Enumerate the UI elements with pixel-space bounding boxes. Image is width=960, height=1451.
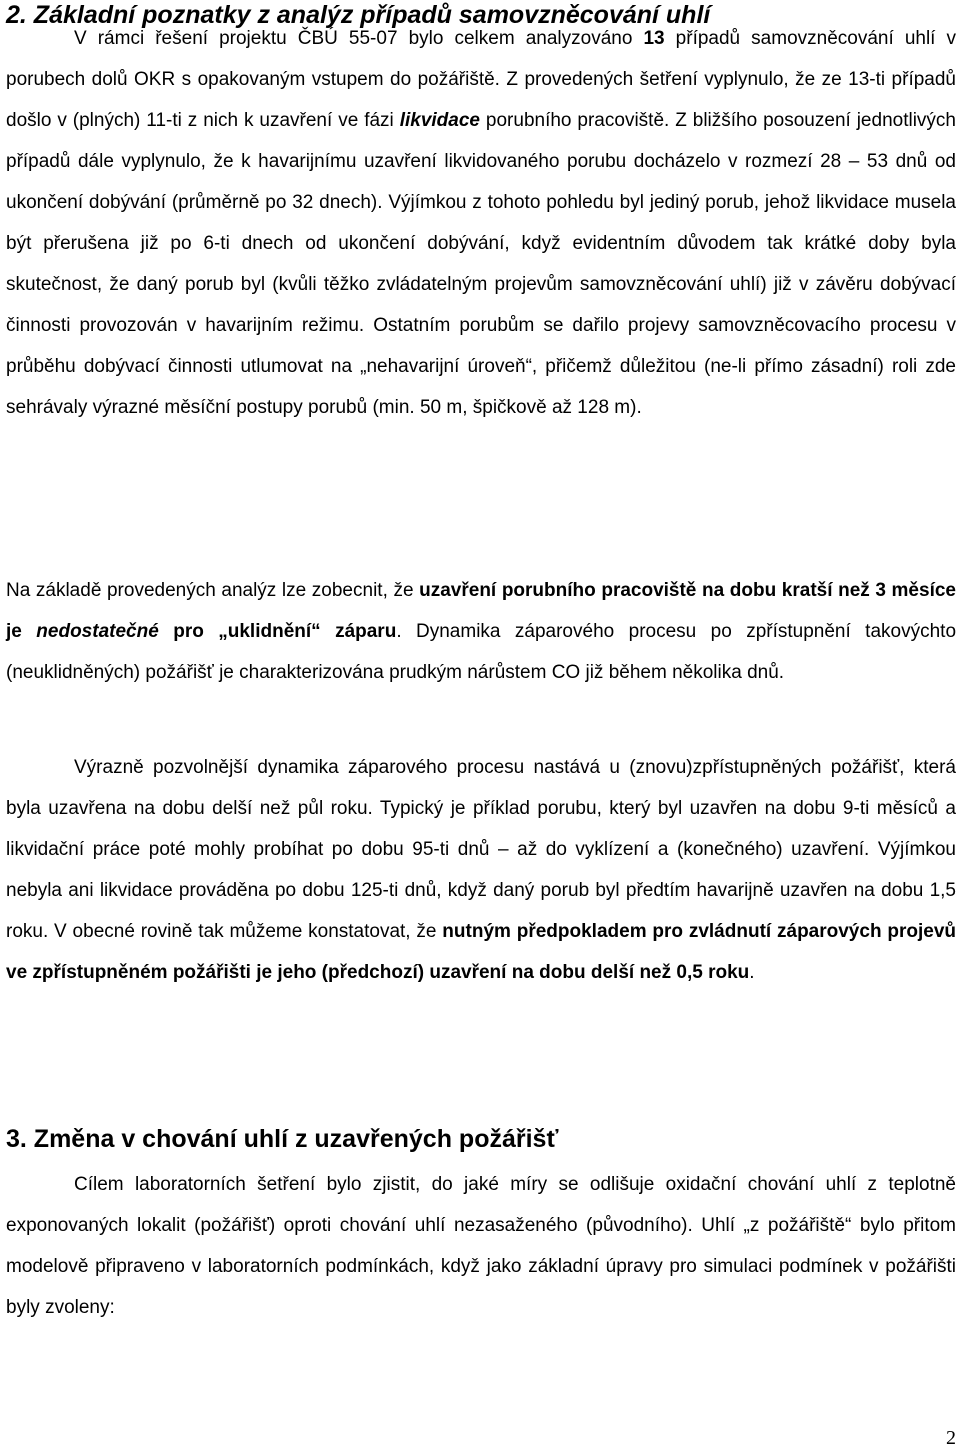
text-run: Na základě provedených analýz lze zobecnit, že xyxy=(6,580,420,601)
emphasis-nedostatecne: nedostatečné xyxy=(36,621,159,642)
paragraph-slower-dynamics xyxy=(6,747,956,993)
page-number: 2 xyxy=(946,1427,956,1449)
text-run: porubního pracoviště. Z bližšího posouzení jednotlivých případů dále vyplynulo, že k havarijnímu uzavření likvidovaného porubu docházelo v rozmezí 28 – 53 dnů od ukončení dobývání (průměrně po 32 dnech). Výjímkou z tohoto pohledu byl jediný porub, jehož likvidace musela být přerušena již po 6-ti dnech od ukončení dobývání, když evidentním důvodem tak krátké doby byla skutečnost, že daný porub byl (kvůli těžko zvládatelným projevům samovzněcování uhlí) již v závěru dobývací činnosti provozován v havarijním režimu. Ostatním porubům se dařilo projevy samovzněcovacího procesu v průběhu dobývací činnosti utlumovat na „nehavarijní úroveň“, přičemž důležitou (ne-li přímo zásadní) roli zde sehrávaly výrazné měsíční postupy porubů (min. 50 m, špičkově až 128 m). xyxy=(6,110,956,418)
paragraph-analysis-results xyxy=(6,18,956,428)
section-3-heading: 3. Změna v chování uhlí z uzavřených požářišť xyxy=(6,1125,559,1153)
text-run xyxy=(159,621,173,642)
bold-statement: pro „uklidnění“ záparu xyxy=(173,621,397,642)
text-run: . Dynamika záparového procesu po zpřístupnění takovýchto (neuklidněných) požářišť je charakterizována prudkým nárůstem CO již během několika dnů. xyxy=(6,621,957,683)
text-run: V rámci řešení projektu ČBÚ 55-07 bylo celkem analyzováno xyxy=(74,28,644,49)
paragraph-generalization xyxy=(6,570,956,693)
case-count: 13 xyxy=(643,28,665,49)
text-run xyxy=(22,621,36,642)
text-run: Výrazně pozvolnější dynamika záparového procesu nastává u (znovu)zpřístupněných požářišť, která byla uzavřena na dobu delší než půl roku. Typický je příklad porubu, který byl uzavřen na dobu 9-ti měsíců a likvidační práce poté mohly probíhat po dobu 95-ti dnů – až do vyklízení a (konečného) uzavření. Výjímkou nebyla ani likvidace prováděna po dobu 125-ti dnů, když daný porub byl předtím havarijně uzavřen na dobu 1,5 roku. V obecné rovině tak můžeme konstatovat, že xyxy=(6,757,956,942)
emphasis-likvidace: likvidace xyxy=(399,110,480,131)
paragraph-lab-investigation: Cílem laboratorních šetření bylo zjistit, do jaké míry se odlišuje oxidační chování uhlí z teplotně exponovaných lokalit (požářišť) oproti chování uhlí nezasaženého (původního). Uhlí „z požářiště“ bylo přitom modelově připraveno v laboratorních podmínkách, když jako základní úpravy pro simulaci podmínek v požářišti byly zvoleny: xyxy=(6,1174,956,1318)
text-run: . xyxy=(749,962,755,983)
bold-statement: uzavření porubního pracoviště na dobu kratší než 3 měsíce je xyxy=(6,580,956,642)
section-2-heading: 2. Základní poznatky z analýz případů samovzněcování uhlí xyxy=(6,1,711,29)
bold-conclusion: nutným předpokladem pro zvládnutí záparových projevů ve zpřístupněném požářišti je jeho (předchozí) uzavření na dobu delší než 0,5 roku xyxy=(6,921,956,983)
text-run: případů samovzněcování uhlí v porubech dolů OKR s opakovaným vstupem do požářiště. Z provedených šetření vyplynulo, že ze 13-ti případů došlo v (plných) 11-ti z nich k uzavření ve fázi xyxy=(6,28,957,131)
